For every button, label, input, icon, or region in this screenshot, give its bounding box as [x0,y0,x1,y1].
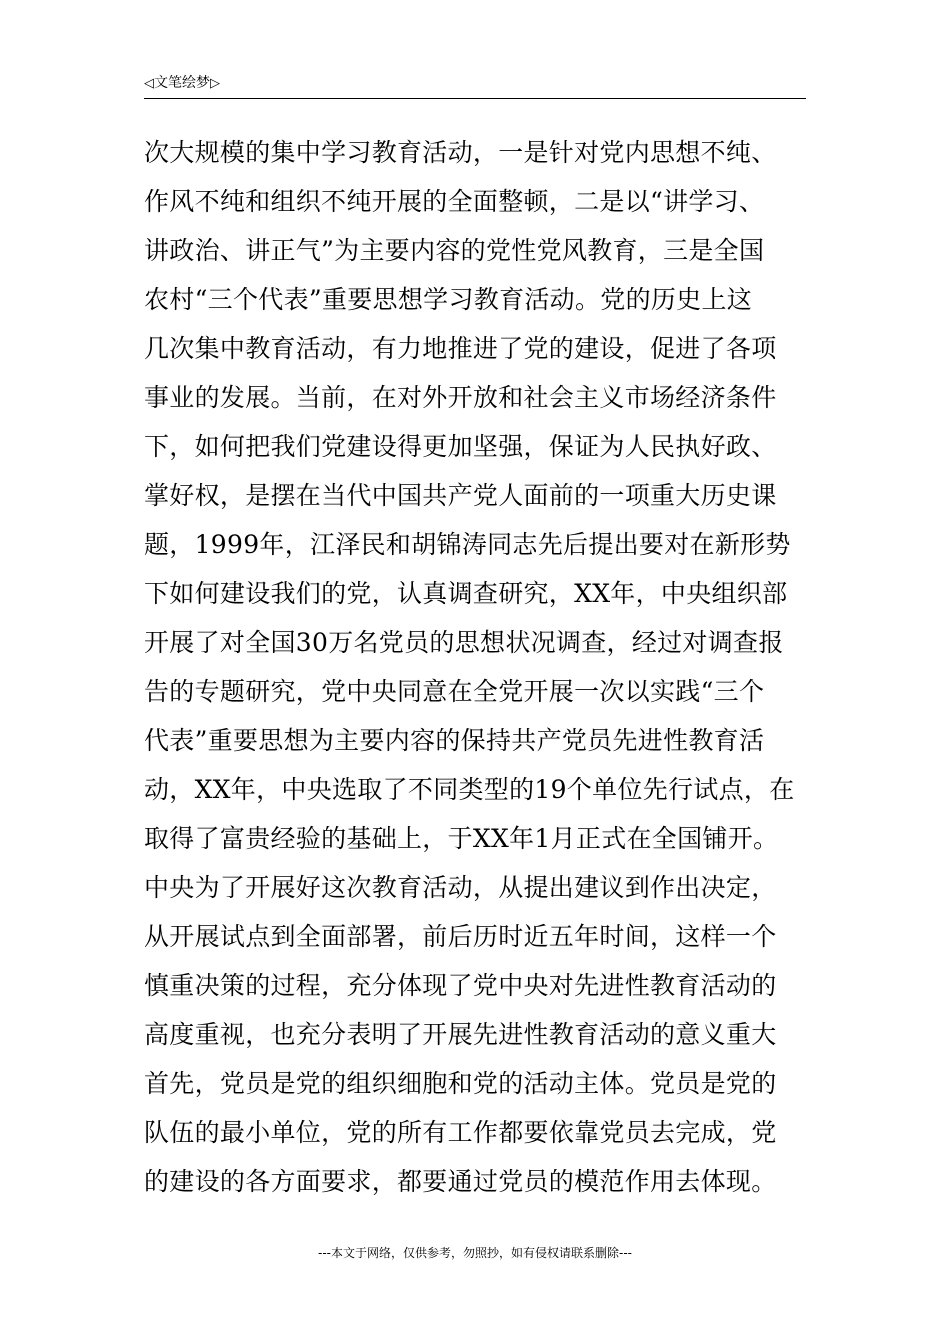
text-line: 队伍的最小单位，党的所有工作都要依靠党员去完成，党 [144,1118,777,1147]
text-line: 代表”重要思想为主要内容的保持共产党员先进性教育活 [144,726,765,755]
text-line: 农村“三个代表”重要思想学习教育活动。党的历史上这 [144,285,753,314]
text-line: 题，1999年，江泽民和胡锦涛同志先后提出要对在新形势 [144,530,791,559]
text-line: 中央为了开展好这次教育活动，从提出建议到作出决定， [144,873,777,902]
text-line: 掌好权，是摆在当代中国共产党人面前的一项重大历史课 [144,481,777,510]
text-line: 几次集中教育活动，有力地推进了党的建设，促进了各项 [144,334,777,363]
body-text [144,128,814,1206]
text-line: 讲政治、讲正气”为主要内容的党性党风教育，三是全国 [144,236,765,265]
text-line: 高度重视，也充分表明了开展先进性教育活动的意义重大 [144,1020,777,1049]
text-line: 开展了对全国30万名党员的思想状况调查，经过对调查报 [144,628,784,657]
text-line: 慎重决策的过程，充分体现了党中央对先进性教育活动的 [144,971,777,1000]
header-title-text: 文笔绘梦 [154,75,210,91]
text-line: 事业的发展。当前，在对外开放和社会主义市场经济条件 [144,383,777,412]
text-line: 动，XX年，中央选取了不同类型的19个单位先行试点，在 [144,775,795,804]
text-line: 取得了富贵经验的基础上，于XX年1月正式在全国铺开。 [144,824,779,853]
text-line: 从开展试点到全面部署，前后历时近五年时间，这样一个 [144,922,777,951]
text-line: 首先，党员是党的组织细胞和党的活动主体。党员是党的 [144,1069,777,1098]
triangle-left-icon: ◁ [144,76,154,91]
text-line: 次大规模的集中学习教育活动，一是针对党内思想不纯、 [144,138,777,167]
text-line: 下，如何把我们党建设得更加坚强，保证为人民执好政、 [144,432,777,461]
text-line: 下如何建设我们的党，认真调查研究，XX年，中央组织部 [144,579,788,608]
text-line: 作风不纯和组织不纯开展的全面整顿，二是以“讲学习、 [144,187,765,216]
triangle-right-icon: ▷ [210,76,220,91]
page-footer: ---本文于网络，仅供参考，勿照抄，如有侵权请联系删除--- [318,1246,632,1260]
text-line: 的建设的各方面要求，都要通过党员的模范作用去体现。 [144,1167,777,1196]
text-line: 告的专题研究，党中央同意在全党开展一次以实践“三个 [144,677,765,706]
header-title [144,74,220,93]
page-header [144,72,806,99]
